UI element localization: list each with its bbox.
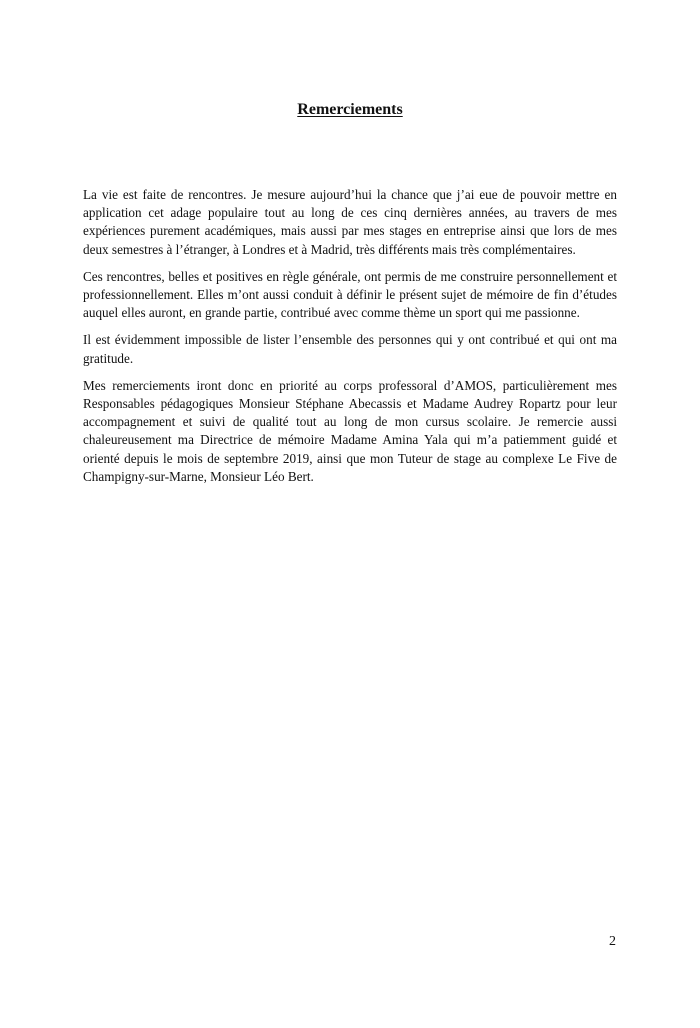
body-text (83, 186, 617, 495)
page-title: Remerciements (297, 101, 403, 118)
page-number: 2 (609, 934, 616, 949)
paragraph-3: Il est évidemment impossible de lister l’ensemble des personnes qui y ont contribué et qui ont ma gratitude. (83, 332, 617, 366)
paragraph-4: Mes remerciements iront donc en priorité au corps professoral d’AMOS, particulièrement mes Responsables pédagogiques Monsieur Stéphane Abecassis et Madame Audrey Ropartz pour leur accompagnement et suivi de qualité tout au long de mon cursus scolaire. Je remercie aussi chaleureusement ma Directrice de mémoire Madame Amina Yala qui m’a patiemment guidé et orienté depuis le mois de septembre 2019, ainsi que mon Tuteur de stage au complexe Le Five de Champigny-sur-Marne, Monsieur Léo Bert. (83, 377, 617, 484)
paragraph-2: Ces rencontres, belles et positives en règle générale, ont permis de me construire personnellement et professionnellement. Elles m’ont aussi conduit à définir le présent sujet de mémoire de fin d’études auquel elles auront, en grande partie, contribué avec comme thème un sport qui me passionne. (83, 268, 617, 321)
paragraph-1: La vie est faite de rencontres. Je mesure aujourd’hui la chance que j’ai eue de pouvoir mettre en application cet adage populaire tout au long de ces cinq dernières années, au travers de mes expériences purement académiques, mais aussi par mes stages en entreprise ainsi que lors de mes deux semestres à l’étranger, à Londres et à Madrid, très différents mais très complémentaires. (83, 187, 617, 257)
